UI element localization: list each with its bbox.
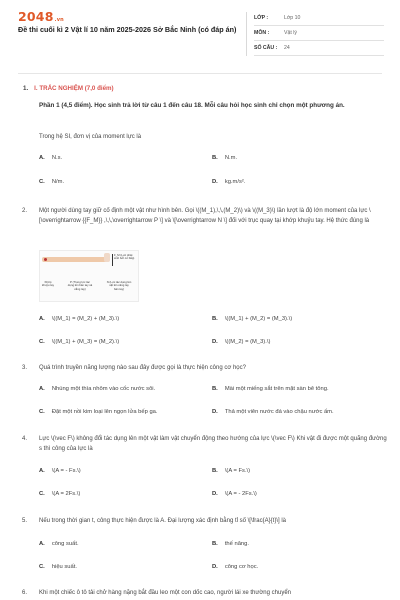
question-text: Quá trình truyền năng lượng nào sau đây được gọi là thực hiện công cơ học? [39, 365, 246, 371]
section-title: I. TRẮC NGHIỆM (7,0 điểm) [34, 85, 114, 92]
meta-value: Vật lý [284, 30, 297, 36]
meta-value: 24 [284, 45, 290, 51]
option-a[interactable] [39, 155, 62, 161]
option-letter: B. [212, 316, 218, 322]
option-c[interactable] [39, 564, 77, 570]
site-logo[interactable] [18, 9, 64, 24]
question-text: Lực \(\vec F\) không đổi tác dụng lên một vật làm vật chuyển động theo hướng của lực \(\vec F\) Khi vật đi được một quãng đường s thì công của lực là [39, 436, 387, 452]
elbow-pin [44, 258, 47, 261]
option-text: công cơ học. [224, 564, 259, 570]
option-text: \((M_1) = (M_2) + (M_3).\) [51, 316, 120, 322]
part-instruction: Phần 1 (4,5 điểm). Học sinh trả lời từ câu 1 đến câu 18. Mỗi câu hỏi học sinh chỉ chọn một phương án. [39, 102, 345, 109]
option-text: \((M_2) = (M_3).\) [224, 339, 271, 345]
meta-class [254, 12, 384, 26]
question-number: 6. [22, 590, 28, 596]
option-text: Nhúng một thìa nhôm vào cốc nước sôi. [51, 386, 156, 392]
option-letter: B. [212, 155, 218, 161]
label-elbow: Khớp khuỷu tay [42, 280, 54, 288]
option-letter: A. [39, 468, 45, 474]
label-fm: F_M (Lực phát sinh bởi cơ bắp) [114, 253, 135, 261]
option-letter: A. [39, 155, 45, 161]
question-number: 5. [22, 518, 28, 524]
option-text: \(A = 2Fs.\) [51, 491, 81, 497]
header-separator [18, 73, 382, 74]
option-letter: A. [39, 386, 45, 392]
logo-suffix: .vn [54, 17, 64, 23]
label-n: N (Lực tác dụng lên vật lên cảng tay bàn tay) [106, 280, 132, 291]
option-letter: A. [39, 541, 45, 547]
option-letter: C. [39, 409, 45, 415]
hand-shape [104, 253, 110, 262]
question-text: Nếu trong thời gian t, công thực hiện được là A. Đại lượng xác định bằng tỉ số \[\frac{A}{t}\] là [39, 518, 286, 524]
option-b[interactable] [212, 386, 329, 392]
section-number: 1. [23, 85, 29, 92]
option-c[interactable] [39, 179, 64, 185]
meta-value: Lớp 10 [284, 15, 301, 21]
forearm-shape [42, 257, 108, 262]
meta-key: LỚP : [254, 15, 269, 21]
option-text: \(A = - 2Fs.\) [224, 491, 257, 497]
page-title: Đề thi cuối kì 2 Vật lí 10 năm 2025-2026 Sở Bắc Ninh (có đáp án) [18, 25, 237, 34]
option-letter: B. [212, 386, 218, 392]
question-number: 3. [22, 365, 28, 371]
option-letter: C. [39, 491, 45, 497]
option-d[interactable] [212, 491, 257, 497]
option-text: N.m. [224, 155, 238, 161]
option-text: N.s. [51, 155, 63, 161]
option-text: Mài một miếng sắt trên mặt sàn bê tông. [224, 386, 329, 392]
option-a[interactable] [39, 316, 119, 322]
question-text: Một người dùng tay giữ cố định một vật như hình bên. Gọi \((M_1),\,\,(M_2)\) và \((M_3)\) lần lượt là độ lớn moment của lực \[\overrightarrow {{F_M}} ,\,\,\overrightarrow P \] và \[\overrightarrow N \] đối với trục quay tại khớp khuỷu tay. Hệ thức đúng là [39, 208, 371, 224]
option-letter: C. [39, 339, 45, 345]
option-letter: D. [212, 564, 218, 570]
meta-key: MÔN : [254, 30, 270, 36]
option-d[interactable] [212, 179, 245, 185]
option-text: Thả một viên nước đá vào chậu nước ấm. [224, 409, 334, 415]
option-d[interactable] [212, 339, 270, 345]
option-a[interactable] [39, 468, 81, 474]
option-a[interactable] [39, 541, 79, 547]
option-letter: D. [212, 339, 218, 345]
question-number: 4. [22, 436, 28, 442]
option-b[interactable] [212, 155, 237, 161]
option-letter: D. [212, 409, 218, 415]
option-c[interactable] [39, 339, 119, 345]
option-c[interactable] [39, 409, 158, 415]
option-text: kg.m/s². [224, 179, 246, 185]
question-text: Khi một chiếc ô tô tải chở hàng nặng bắt đầu leo một con dốc cao, người lái xe thường chuyển [39, 590, 291, 596]
meta-key: SỐ CÂU : [254, 45, 278, 51]
option-text: hiệu suất. [51, 564, 77, 570]
force-arrow [112, 254, 113, 266]
option-a[interactable] [39, 386, 155, 392]
page-header [0, 0, 400, 62]
option-letter: B. [212, 468, 218, 474]
option-b[interactable] [212, 316, 292, 322]
option-letter: B. [212, 541, 218, 547]
option-letter: A. [39, 316, 45, 322]
option-text: N/m. [51, 179, 65, 185]
label-p: P (Trọng lực tác dụng lên bàn tay và cẳng tay) [67, 280, 93, 291]
option-text: \(A = - Fs.\) [51, 468, 81, 474]
option-letter: C. [39, 179, 45, 185]
option-text: \(A = Fs.\) [224, 468, 251, 474]
option-c[interactable] [39, 491, 80, 497]
logo-text: 2048 [18, 9, 54, 24]
option-text: Đặt một nồi kim loại lên ngọn lửa bếp ga. [51, 409, 158, 415]
option-letter: D. [212, 179, 218, 185]
meta-question-count [254, 42, 384, 56]
option-letter: C. [39, 564, 45, 570]
option-text: \((M_1) + (M_2) = (M_3).\) [224, 316, 293, 322]
option-b[interactable] [212, 541, 249, 547]
header-divider [246, 12, 247, 56]
meta-subject [254, 27, 384, 41]
option-d[interactable] [212, 409, 334, 415]
option-d[interactable] [212, 564, 258, 570]
option-text: \((M_1) + (M_3) = (M_2).\) [51, 339, 120, 345]
option-text: công suất. [51, 541, 79, 547]
option-b[interactable] [212, 468, 250, 474]
arm-diagram [39, 250, 139, 302]
question-number: 2. [22, 208, 28, 214]
section-heading [23, 85, 114, 92]
option-letter: D. [212, 491, 218, 497]
question-text: Trong hệ SI, đơn vị của moment lực là [39, 134, 142, 140]
option-text: thế năng. [224, 541, 249, 547]
